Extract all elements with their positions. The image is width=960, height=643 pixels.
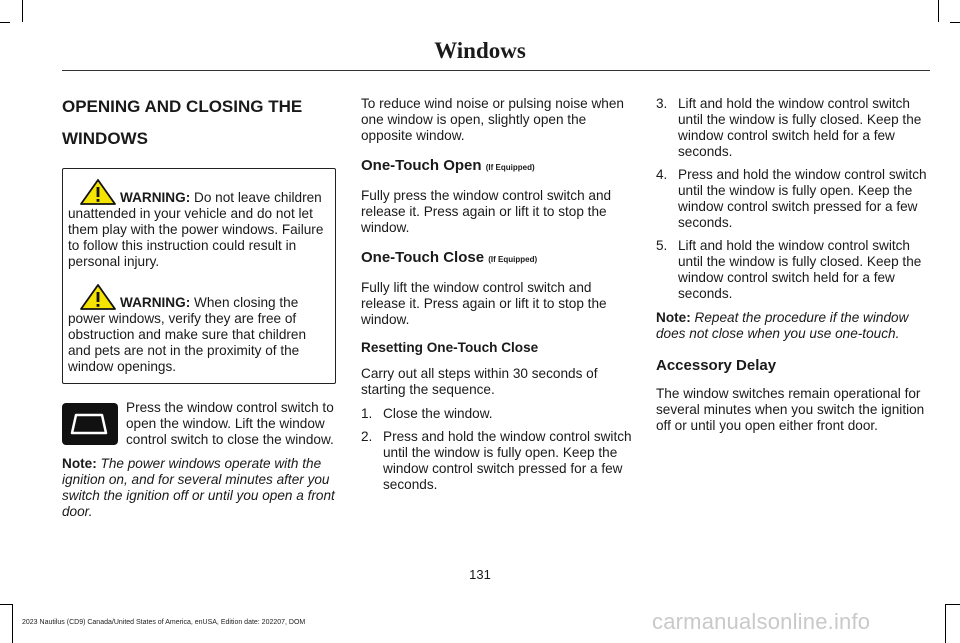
resetting-heading: Resetting One-Touch Close (361, 340, 539, 355)
list-item: 2. Press and hold the window control switch until the window is fully open. Keep the window control switch pressed for a few seconds. (361, 429, 632, 492)
crop-mark (945, 604, 960, 605)
section-heading: OPENING AND CLOSING THE (62, 97, 303, 116)
warning-triangle-icon (80, 284, 116, 310)
column-3 (656, 96, 930, 434)
one-touch-close-text: Fully lift the window control switch and release it. Press again or lift it to stop the window. (361, 280, 607, 327)
accessory-delay-heading: Accessory Delay (656, 357, 777, 374)
accessory-delay-text: The window switches remain operational for several minutes when you switch the ignition off or until you open either front door. (656, 386, 925, 433)
resetting-intro: Carry out all steps within 30 seconds of starting the sequence. (361, 366, 598, 397)
column-1 (62, 96, 336, 520)
list-item: 5. Lift and hold the window control switch until the window is fully closed. Keep the window control switch held for a few seconds. (656, 238, 922, 301)
note: Note: The power windows operate with the ignition on, and for several minutes after you switch the ignition off or until you open a front door. (62, 456, 335, 519)
one-touch-open-heading: One-Touch Open (If Equipped) (361, 157, 535, 174)
steps-list (656, 96, 930, 302)
steps-list (361, 406, 633, 493)
crop-mark (12, 604, 13, 643)
page-number: 131 (469, 567, 491, 582)
crop-mark (950, 22, 960, 23)
crop-mark (938, 0, 939, 22)
list-item: 1. Close the window. (361, 406, 493, 421)
note: Note: Repeat the procedure if the window does not close when you use one-touch. (656, 310, 909, 341)
watermark: carmanualsonline.info (652, 609, 871, 634)
window-switch-instruction: Press the window control switch to open the window. Lift the window control switch to close the window. (62, 400, 336, 448)
window-switch-icon (62, 403, 118, 445)
crop-mark (0, 22, 10, 23)
crop-mark (22, 0, 23, 22)
window-outline-icon (62, 403, 118, 445)
column-2 (361, 96, 633, 500)
one-touch-open-text: Fully press the window control switch and release it. Press again or lift it to stop the window. (361, 188, 612, 235)
warning-obstruction: WARNING: When closing the power windows, verify they are free of obstruction and make sure that children and pets are not in the proximity of the window openings. (68, 284, 330, 375)
header-rule (62, 70, 930, 71)
crop-mark (0, 604, 12, 605)
list-item: 4. Press and hold the window control switch until the window is fully open. Keep the window control switch pressed for a few seconds. (656, 167, 927, 230)
footer-edition: 2023 Nautilus (CD9) Canada/United States of America, enUSA, Edition date: 202207, DOM (22, 619, 306, 626)
intro-text: To reduce wind noise or pulsing noise when one window is open, slightly open the opposite window. (361, 96, 624, 143)
crop-mark (945, 604, 946, 643)
section-heading-line2: WINDOWS (62, 129, 148, 148)
warning-children: WARNING: Do not leave children unattended in your vehicle and do not let them play with the power windows. Failure to follow this instruction could result in personal injury. (68, 179, 330, 270)
warning-triangle-icon (80, 179, 116, 205)
page-title: Windows (434, 38, 526, 63)
one-touch-close-heading: One-Touch Close (If Equipped) (361, 249, 538, 266)
warning-box (62, 168, 336, 384)
list-item: 3. Lift and hold the window control switch until the window is fully closed. Keep the window control switch held for a few seconds. (656, 96, 922, 159)
